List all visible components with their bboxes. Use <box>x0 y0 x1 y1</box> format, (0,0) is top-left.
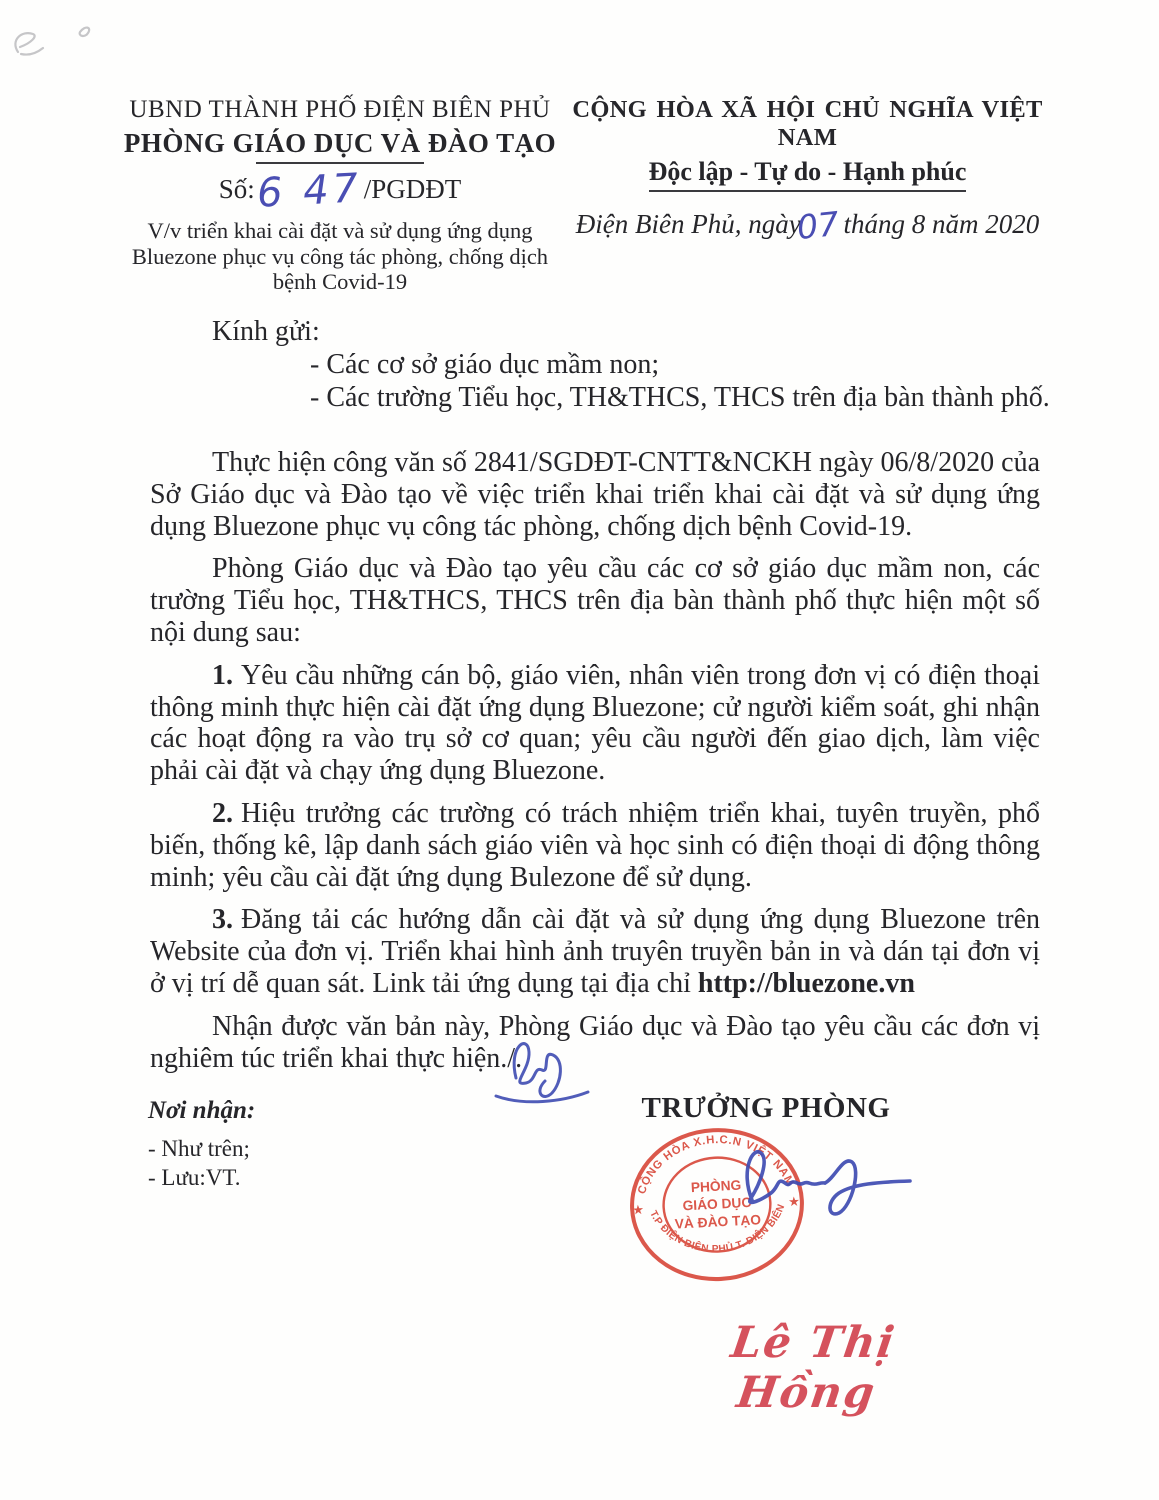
star-icon: ★ <box>632 1204 644 1217</box>
document-number-suffix: /PGDĐT <box>363 174 462 204</box>
recipient-item: - Các trường Tiểu học, TH&THCS, THCS trên địa bàn thành phố. <box>310 382 1050 413</box>
national-title: CỘNG HÒA XÃ HỘI CHỦ NGHĨA VIỆT NAM <box>572 96 1043 151</box>
note-item: - Như trên; <box>148 1136 250 1161</box>
agency-underline <box>256 162 424 164</box>
signer-title: TRƯỞNG PHÒNG <box>641 1092 891 1124</box>
pencil-scribble-marks <box>6 18 116 66</box>
item-3-number: 3. <box>212 904 233 936</box>
handwritten-day: 07 <box>794 203 841 248</box>
signer-name: Lê Thị Hồng <box>727 1318 900 1418</box>
list-item-2 <box>150 798 1040 893</box>
recipient-item: - Các cơ sở giáo dục mầm non; <box>310 349 660 380</box>
place-date-line <box>570 203 1045 248</box>
handwritten-document-number: 6 47 <box>255 165 363 217</box>
parent-agency-name: UBND THÀNH PHỐ ĐIỆN BIÊN PHỦ <box>129 96 551 123</box>
stamp-center-line-3: VÀ ĐÀO TẠO <box>674 1212 762 1232</box>
salutation: Kính gửi: <box>212 316 320 347</box>
closing-paragraph: Nhận được văn bản này, Phòng Giáo dục và Đào tạo yêu cầu các đơn vị nghiêm túc triển khai thực hiện./. <box>150 1010 1040 1074</box>
distribution-notes-block <box>148 1096 255 1192</box>
initial-ink-squiggle <box>482 1032 600 1108</box>
note-item: - Lưu:VT. <box>148 1165 241 1190</box>
item-1-text: Yêu cầu những cán bộ, giáo viên, nhân viên trong đơn vị có điện thoại thông minh thực hiện cài đặt ứng dụng Bluezone; cử người kiểm soát, ghi nhận các hoạt động ra vào trụ sở cơ quan; yêu cầu người đến giao dịch, làm việc phải cài đặt và chạy ứng dụng Bluezone. <box>150 659 1040 787</box>
agency-name: PHÒNG GIÁO DỤC VÀ ĐÀO TẠO <box>123 128 557 158</box>
recipients-block <box>150 316 1050 414</box>
item-2-number: 2. <box>212 797 233 829</box>
stamp-center-line-1: PHÒNG <box>690 1177 742 1196</box>
stamp-center-line-2: GIÁO DỤC <box>682 1194 752 1214</box>
paragraph-2: Phòng Giáo dục và Đào tạo yêu cầu các cơ sở giáo dục mầm non, các trường Tiểu học, TH&THCS, THCS trên địa bàn thành phố thực hiện một số nội dung sau: <box>150 553 1040 648</box>
date-suffix: tháng 8 năm 2020 <box>836 209 1040 239</box>
national-motto: Độc lập - Tự do - Hạnh phúc <box>649 157 967 192</box>
document-body <box>150 447 1040 1085</box>
list-item-1 <box>150 660 1040 787</box>
signature-ink <box>722 1140 917 1232</box>
paragraph-1: Thực hiện công văn số 2841/SGDĐT-CNTT&NCKH ngày 06/8/2020 của Sở Giáo dục và Đào tạo về việc triển khai triển khai cài đặt và sử dụng ứng dụng Bluezone phục vụ công tác phòng, chống dịch bệnh Covid-19. <box>150 447 1040 542</box>
document-number-label: Số: <box>218 174 255 204</box>
place-date-prefix: Điện Biên Phủ, ngày <box>575 209 801 239</box>
national-header-block <box>570 96 1045 248</box>
issuing-agency-block <box>118 96 562 295</box>
bluezone-link: http://bluezone.vn <box>697 967 915 999</box>
item-3-text: Đăng tải các hướng dẫn cài đặt và sử dụng ứng dụng Bluezone trên Website của đơn vị. Triển khai hình ảnh truyên truyền bản in và dán tại đơn vị ở vị trí dễ quan sát. Link tải ứng dụng tại địa chỉ <box>150 904 1040 999</box>
star-icon: ★ <box>788 1196 800 1209</box>
item-2-text: Hiệu trưởng các trường có trách nhiệm triển khai, tuyên truyền, phổ biến, thống kê, lập danh sách giáo viên và học sinh có điện thoại di động thông minh; yêu cầu cài đặt ứng dụng Bulezone để sử dụng. <box>150 797 1040 893</box>
notes-label: Nơi nhận: <box>148 1097 256 1124</box>
stamp-top-arc-text: CỘNG HÒA X.H.C.N VIỆT NAM <box>635 1133 797 1196</box>
item-1-number: 1. <box>212 659 233 691</box>
document-subject: V/v triển khai cài đặt và sử dụng ứng dụng Bluezone phục vụ công tác phòng, chống dịch bệnh Covid-19 <box>131 218 549 294</box>
document-number-line <box>118 165 562 217</box>
list-item-3 <box>150 904 1040 999</box>
stamp-bottom-arc-text: T.P ĐIỆN BIÊN PHỦ T. ĐIỆN BIÊN <box>647 1202 788 1255</box>
